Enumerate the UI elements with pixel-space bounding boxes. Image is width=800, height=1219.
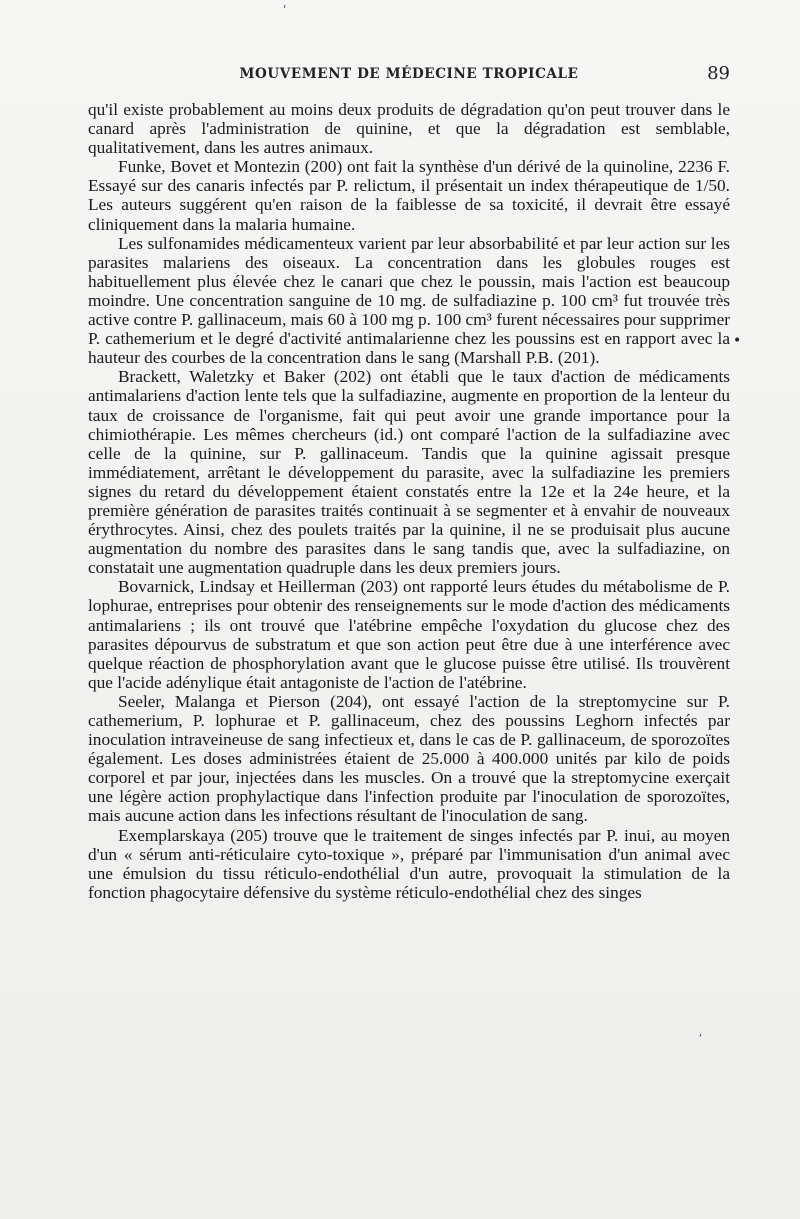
paragraph: Brackett, Waletzky et Baker (202) ont établi que le taux d'action de médicaments antimalariens d'action lente tels que la sulfadiazine, augmente en proportion de la lenteur du taux de croissance de l'organisme, fait qui peut avoir une grande importance pour la chimiothérapie. Les mêmes chercheurs (id.) ont comparé l'action de la sulfadiazine avec celle de la quinine, sur P. gallinaceum. Tandis que la quinine agissait presque immédiatement, arrêtant le développement du parasite, avec la sulfadiazine les premiers signes du retard du développement étaient constatés entre la 12e et la 24e heure, et la première génération de parasites traités continuait à se segmenter et à envahir de nouveaux érythrocytes. Ainsi, chez des poulets traités par la quinine, il ne se produisait plus aucune augmentation du nombre des parasites dans le sang tandis que, avec la sulfadiazine, on constatait une augmentation quadruple dans les deux premiers jours. — [88, 367, 730, 578]
paragraph: Funke, Bovet et Montezin (200) ont fait la synthèse d'un dérivé de la quinoline, 2236 F. Essayé sur des canaris infectés par P. relictum, il présentait un index thérapeutique de 1/50. Les auteurs suggérent qu'en raison de la faiblesse de sa toxicité, il devrait être essayé cliniquement dans la malaria humaine. — [88, 157, 730, 234]
margin-dot-icon: • — [733, 333, 742, 349]
page-number: 89 — [707, 63, 730, 84]
running-title: MOUVEMENT DE MÉDECINE TROPICALE — [239, 66, 579, 82]
paragraph: Bovarnick, Lindsay et Heillerman (203) ont rapporté leurs études du métabolisme de P. lophurae, entreprises pour obtenir des renseignements sur le mode d'action des médicaments antimalariens ; ils ont trouvé que l'atébrine empêche l'oxydation du glucose chez des parasites dépourvus de substratum et que son action peut être due à une interférence avec quelque réaction de phosphorylation avant que le glucose puisse être utilisé. Ils trouvèrent que l'acide adénylique était antagoniste de l'action de l'atébrine. — [88, 577, 730, 692]
body-text — [88, 100, 730, 902]
paragraph: Seeler, Malanga et Pierson (204), ont essayé l'action de la streptomycine sur P. cathemerium, P. lophurae et P. gallinaceum, chez des poussins Leghorn infectés par inoculation intraveineuse de sang infectieux et, dans le cas de P. gallinaceum, de sporozoïtes également. Les doses administrées étaient de 25.000 à 400.000 unités par kilo de poids corporel et par jour, injectées dans les muscles. On a trouvé que la streptomycine exerçait une légère action prophylactique dans l'infection produite par l'inoculation de sporozoïtes, mais aucune action dans les infections résultant de l'inoculation de sang. — [88, 691, 730, 826]
page-header — [88, 64, 730, 88]
paragraph: qu'il existe probablement au moins deux produits de dégradation qu'on peut trouver dans le canard après l'administration de quinine, et que la dégradation est semblable, qualitativement, dans les autres animaux. — [88, 100, 730, 158]
paragraph: Exemplarskaya (205) trouve que le traitement de singes infectés par P. inui, au moyen d'un « sérum anti-réticulaire cyto-toxique », préparé par l'immunisation d'un animal avec une émulsion du tissu réticulo-endothélial d'un autre, provoquait la stimulation de la fonction phagocytaire défensive du système réticulo-endothélial chez des singes — [88, 825, 730, 902]
scan-mark-icon: ʹ — [283, 4, 287, 18]
margin-mark-icon: ʼ — [698, 1032, 702, 1046]
paragraph: Les sulfonamides médicamenteux varient par leur absorbabilité et par leur action sur les parasites malariens des oiseaux. La concentration dans les globules rouges est habituellement plus élevée chez le canari que chez le poussin, mais l'action est beaucoup moindre. Une concentration sanguine de 10 mg. de sulfadiazine p. 100 cm³ fut trouvée très active contre P. gallinaceum, mais 60 à 100 mg p. 100 cm³ furent nécessaires pour supprimer P. cathemerium et le degré d'activité antimalarienne chez les poussins est en rapport avec la hauteur des courbes de la concentration dans le sang (Marshall P.B. (201). — [88, 233, 730, 368]
